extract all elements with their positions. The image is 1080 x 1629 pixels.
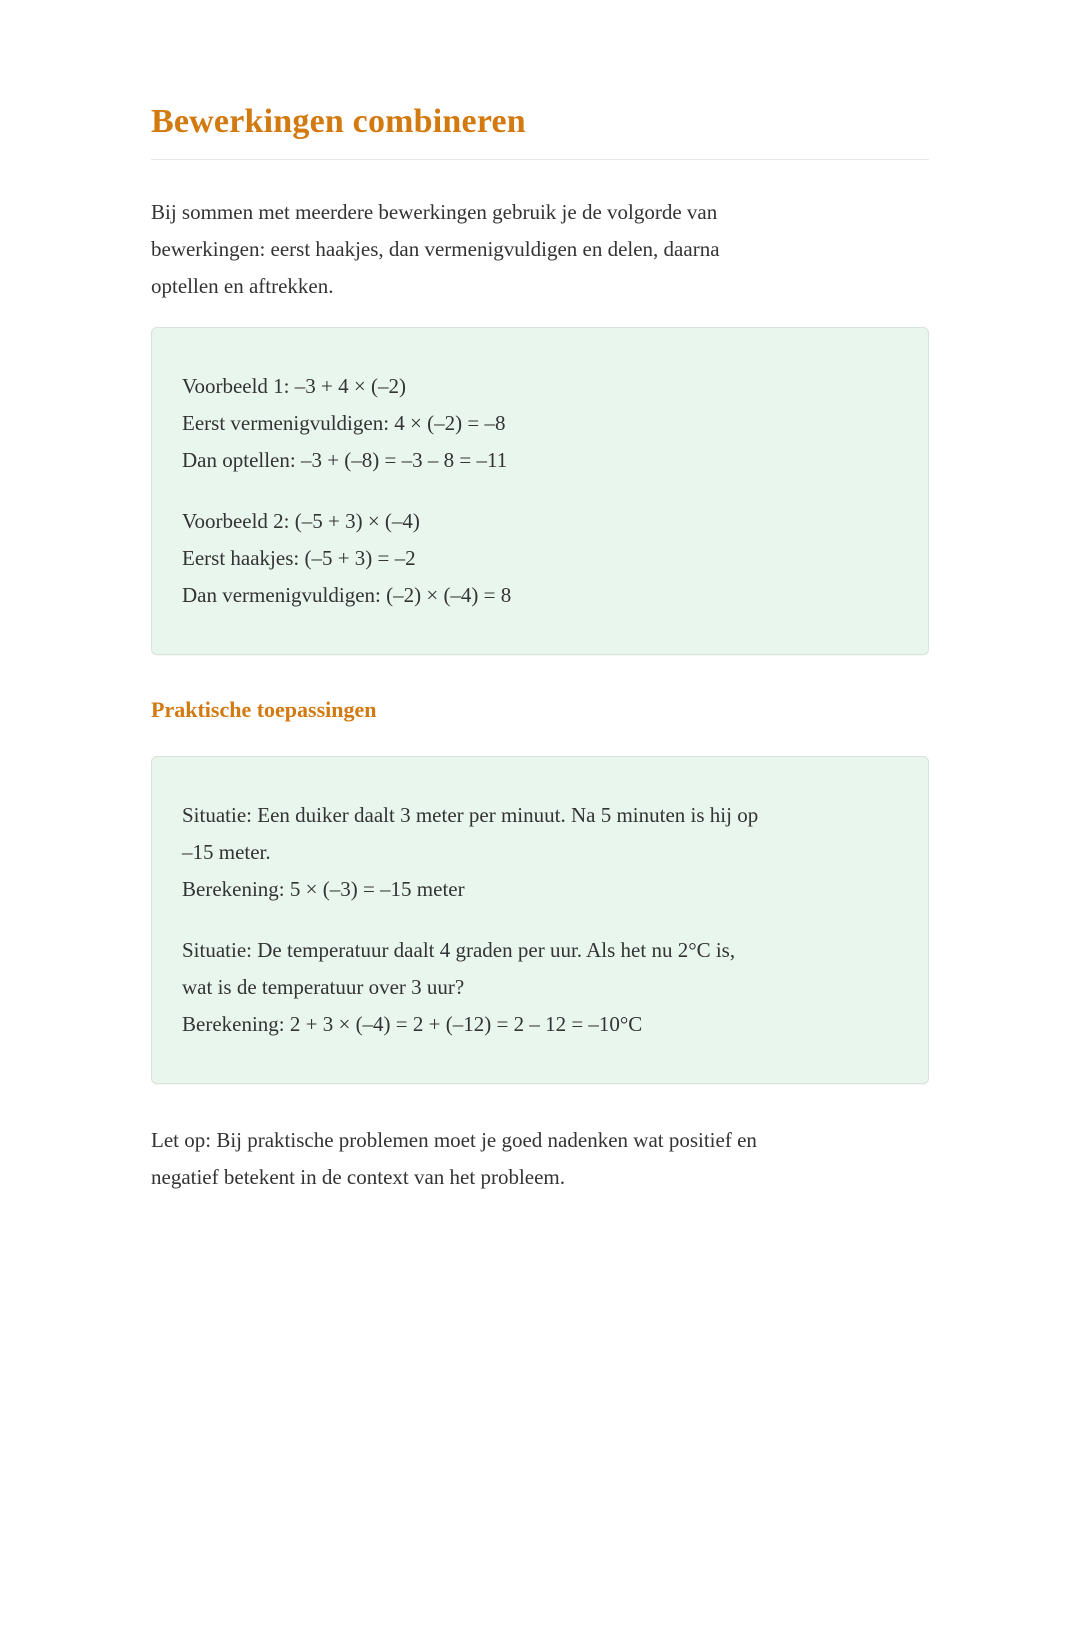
example-line: Dan optellen: –3 + (–8) = –3 – 8 = –11 — [182, 448, 508, 472]
application-line: wat is de temperatuur over 3 uur? — [182, 975, 465, 999]
outro-line: Let op: Bij praktische problemen moet je goed nadenken wat positief en — [151, 1128, 757, 1152]
title-divider — [151, 159, 929, 160]
page-title: Bewerkingen combineren — [151, 103, 526, 140]
document-content — [151, 102, 929, 1196]
application-line: Berekening: 2 + 3 × (–4) = 2 + (–12) = 2 – 12 = –10°C — [182, 1012, 643, 1036]
application-group-1 — [182, 797, 898, 908]
example-line: Dan vermenigvuldigen: (–2) × (–4) = 8 — [182, 583, 512, 607]
application-group-2 — [182, 932, 898, 1043]
example-line: Voorbeeld 1: –3 + 4 × (–2) — [182, 374, 406, 398]
intro-line: optellen en aftrekken. — [151, 274, 334, 298]
outro-line: negatief betekent in de context van het probleem. — [151, 1165, 566, 1189]
example-group-2 — [182, 503, 898, 614]
outro-paragraph — [151, 1122, 929, 1196]
intro-line: bewerkingen: eerst haakjes, dan vermenigvuldigen en delen, daarna — [151, 237, 720, 261]
example-line: Eerst haakjes: (–5 + 3) = –2 — [182, 546, 416, 570]
application-line: Situatie: Een duiker daalt 3 meter per minuut. Na 5 minuten is hij op — [182, 803, 759, 827]
intro-paragraph — [151, 194, 929, 305]
application-line: –15 meter. — [182, 840, 271, 864]
application-line: Berekening: 5 × (–3) = –15 meter — [182, 877, 465, 901]
example-line: Voorbeeld 2: (–5 + 3) × (–4) — [182, 509, 420, 533]
applications-box — [151, 756, 929, 1084]
example-group-1 — [182, 368, 898, 479]
intro-line: Bij sommen met meerdere bewerkingen gebruik je de volgorde van — [151, 200, 718, 224]
examples-box — [151, 327, 929, 655]
example-line: Eerst vermenigvuldigen: 4 × (–2) = –8 — [182, 411, 506, 435]
application-line: Situatie: De temperatuur daalt 4 graden per uur. Als het nu 2°C is, — [182, 938, 736, 962]
sub-heading: Praktische toepassingen — [151, 697, 377, 722]
